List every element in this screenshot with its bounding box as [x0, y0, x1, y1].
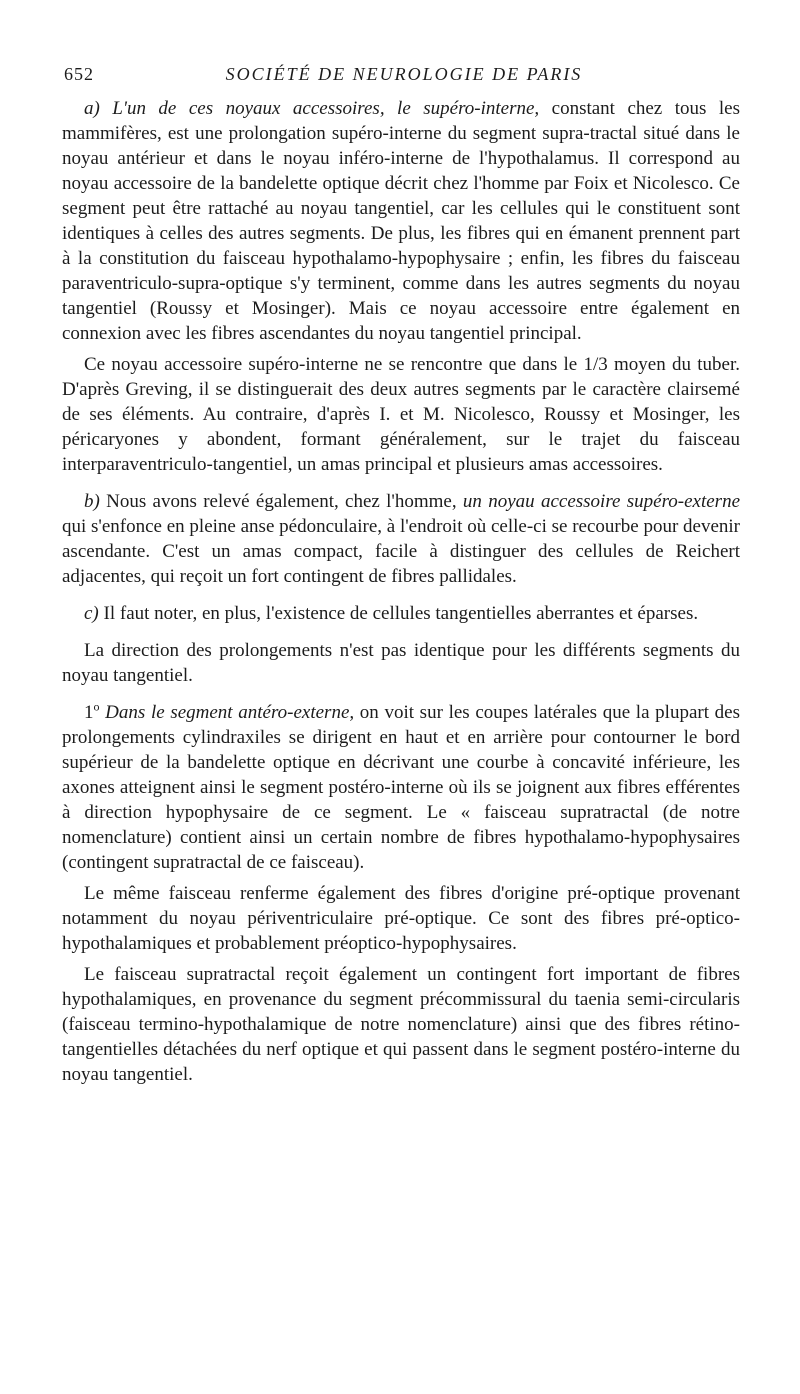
- paragraph-text: Le faisceau supratractal reçoit également un contingent fort important de fibres hypothalamiques, en provenance du segment précommissural du taenia semi-circularis (faisceau termino-hypothalamique de notre nomenclature) ainsi que des fibres rétino-tangentielles détachées du nerf optique et qui passent dans le segment postéro-interne du noyau tangentiel.: [62, 964, 740, 1085]
- paragraph-text: Nous avons relevé également, chez l'homme,: [99, 491, 463, 512]
- page-header: [64, 64, 744, 88]
- paragraph: [62, 881, 740, 956]
- paragraph-text: on voit sur les coupes latérales que la plupart des prolongements cylindraxiles se dirigent en haut et en arrière pour contourner le bord supérieur de la bandelette optique en décrivant une courbe à concavité inférieure, les axones atteignent ainsi le segment postéro-interne où ils se joignent aux fibres efférentes à direction hypophysaire de ce segment. Le « faisceau supratractal (de notre nomenclature) contient ainsi un certain nombre de fibres hypothalamo-hypophysaires (contingent supratractal de ce faisceau).: [62, 702, 740, 873]
- paragraph-text: Il faut noter, en plus, l'existence de cellules tangentielles aberrantes et éparses.: [98, 603, 699, 624]
- italic-phrase: un noyau accessoire supéro-externe: [462, 491, 740, 512]
- italic-phrase: L'un de ces noyaux accessoires, le supéro-interne,: [112, 98, 540, 119]
- article-body: [62, 96, 740, 1093]
- paragraph-text: Ce noyau accessoire supéro-interne ne se rencontre que dans le 1/3 moyen du tuber. D'après Greving, il se distinguerait des deux autres segments par le caractère clairsemé de ses éléments. Au contraire, d'après I. et M. Nicolesco, Roussy et Mosinger, les péricaryones y abondent, formant généralement, sur le trajet du faisceau interparaventriculo-tangentiel, un amas principal et plusieurs amas accessoires.: [62, 354, 740, 475]
- paragraph: [62, 962, 740, 1087]
- paragraph-1: [62, 700, 740, 875]
- paragraph: [62, 638, 740, 688]
- paragraph-label: b): [84, 491, 100, 512]
- paragraph-label: a): [84, 98, 100, 119]
- paragraph-number: 1: [84, 702, 94, 723]
- running-title: SOCIÉTÉ DE NEUROLOGIE DE PARIS: [225, 64, 583, 84]
- paragraph-label: c): [84, 603, 99, 624]
- paragraph-text: Le même faisceau renferme également des fibres d'origine pré-optique provenant notamment du noyau périventriculaire pré-optique. Ce sont des fibres pré-optico-hypothalamiques et probablement préoptico-hypophysaires.: [62, 883, 740, 954]
- paragraph-a: [62, 96, 740, 346]
- paragraph-text: qui s'enfonce en pleine anse pédonculaire, à l'endroit où celle-ci se recourbe pour devenir ascendante. C'est un amas compact, facile à distinguer des cellules de Reichert adjacentes, qui reçoit un fort contingent de fibres pallidales.: [62, 516, 740, 587]
- page-number: 652: [64, 64, 94, 84]
- paragraph: [62, 352, 740, 477]
- paragraph-b: [62, 489, 740, 589]
- paragraph-text: constant chez tous les mammifères, est une prolongation supéro-interne du segment supra-tractal situé dans le noyau antérieur et dans le noyau inféro-interne de l'hypothalamus. Il correspond au noyau accessoire de la bandelette optique décrit chez l'homme par Foix et Nicolesco. Ce segment peut être rattaché au noyau tangentiel, car les cellules qui le constituent sont identiques à celles des autres segments. De plus, les fibres qui en émanent prennent part à la constitution du faisceau hypothalamo-hypophysaire ; enfin, les fibres du faisceau paraventriculo-supra-optique s'y terminent, comme dans les autres segments du noyau tangentiel (Roussy et Mosinger). Mais ce noyau accessoire entre également en connexion avec les fibres ascendantes du noyau tangentiel principal.: [62, 98, 740, 344]
- ordinal-superscript: o: [93, 699, 100, 714]
- italic-phrase: Dans le segment antéro-externe,: [105, 702, 355, 723]
- paragraph-text: La direction des prolongements n'est pas identique pour les différents segments du noyau tangentiel.: [62, 640, 740, 686]
- paragraph-c: [62, 601, 740, 626]
